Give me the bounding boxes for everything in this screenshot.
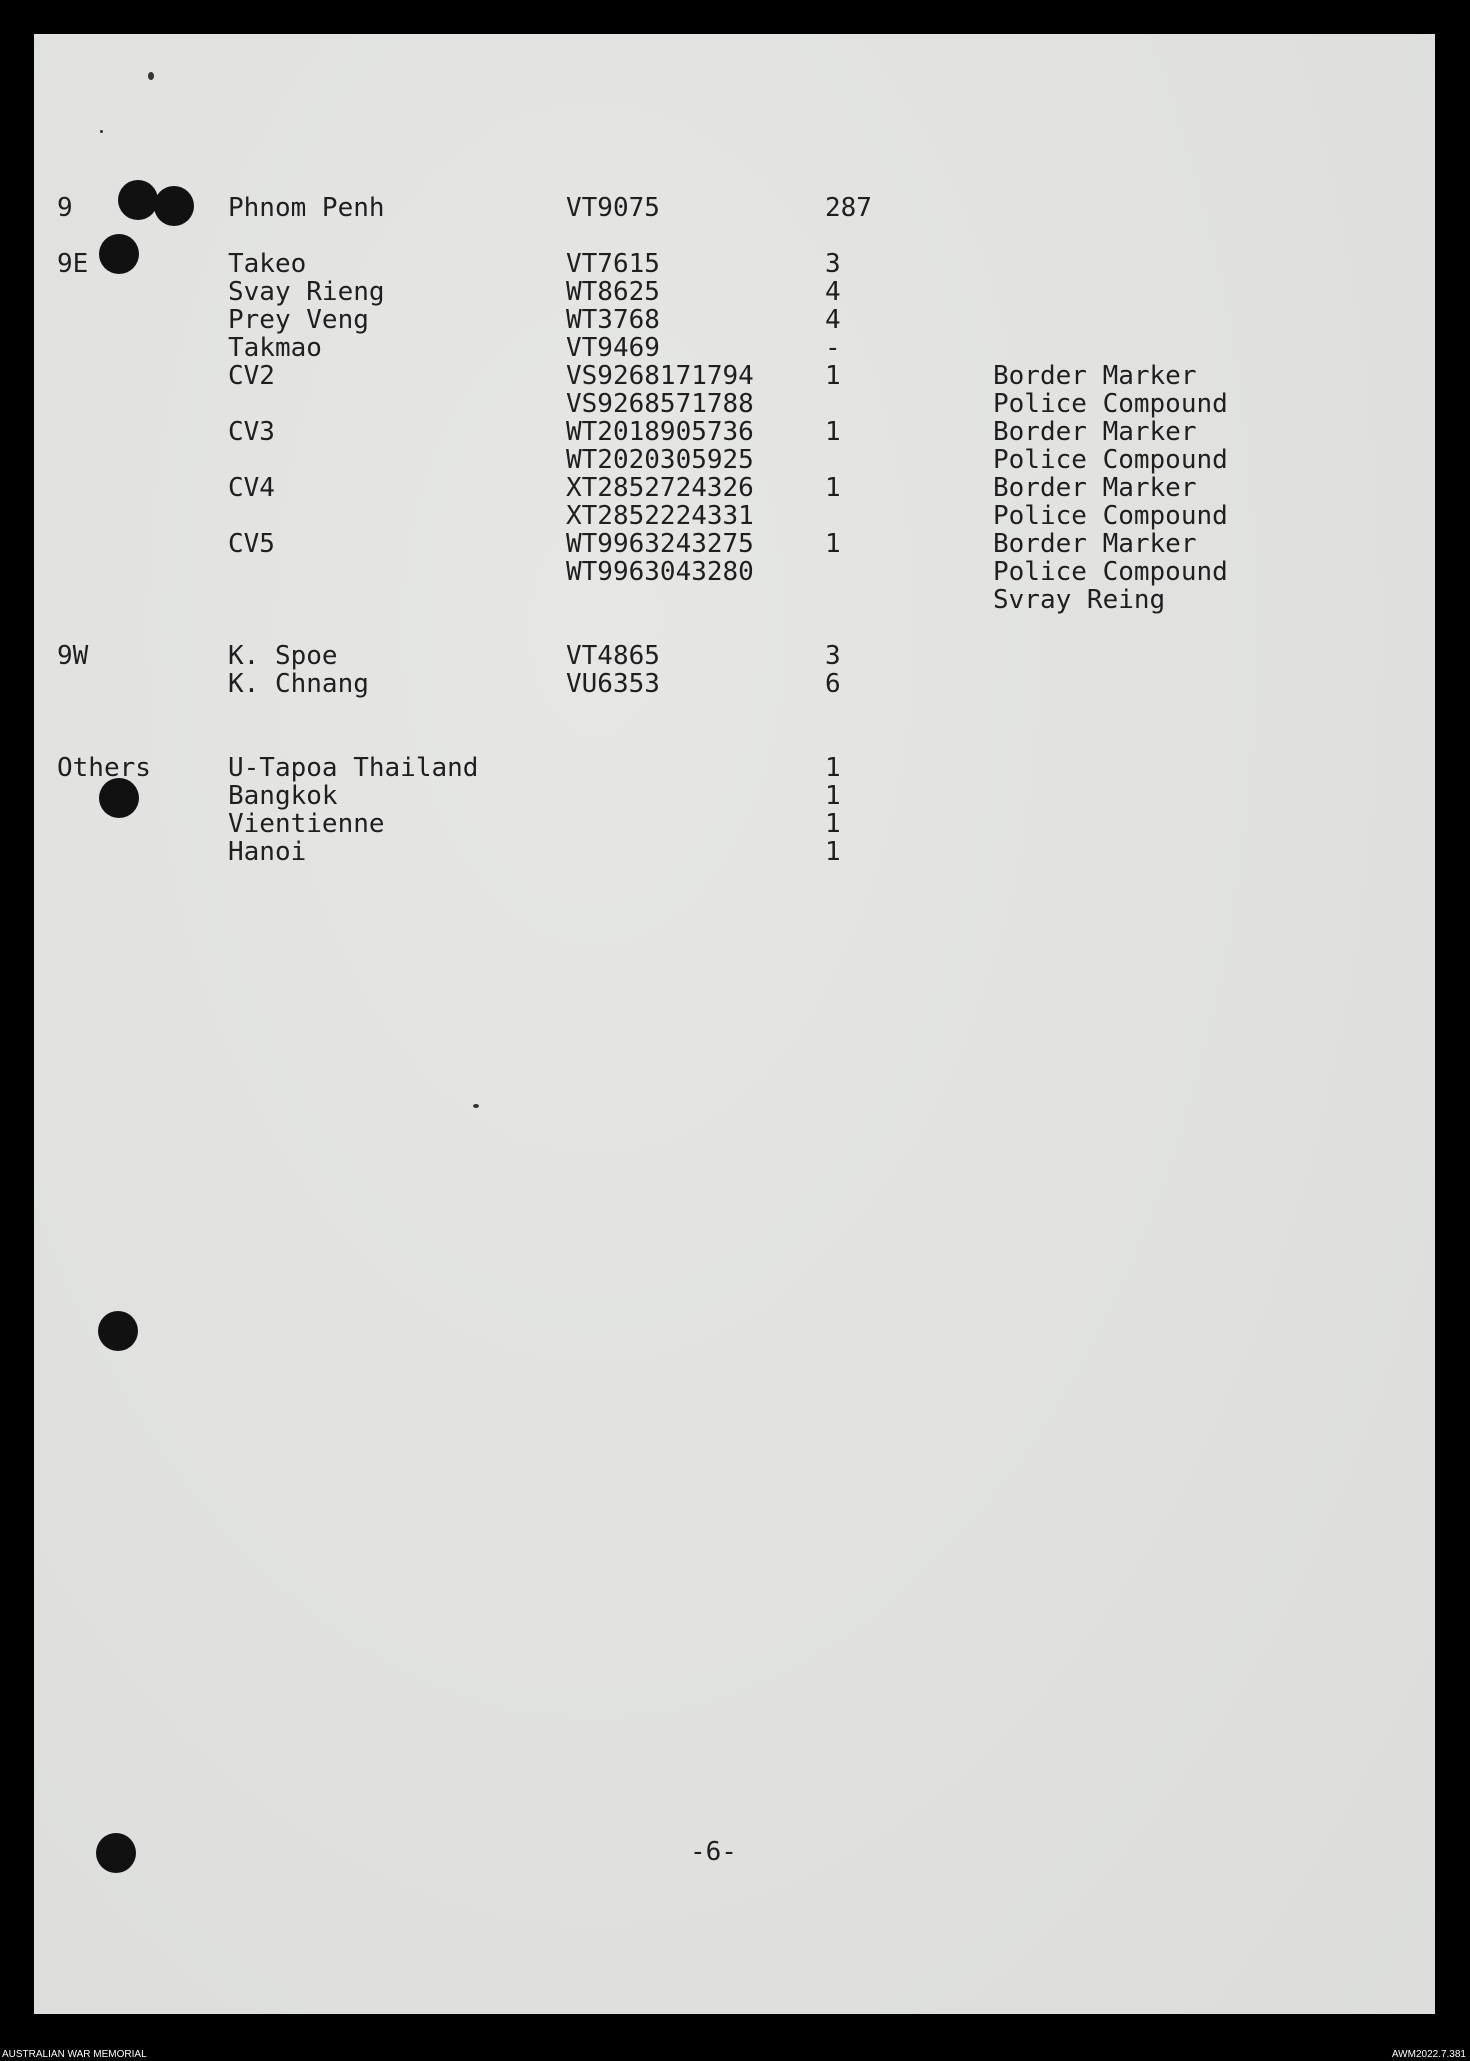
row-grid-reference: WT8625 <box>566 277 660 307</box>
row-count: 3 <box>825 249 841 279</box>
archive-credit: AUSTRALIAN WAR MEMORIAL <box>2 2049 147 2060</box>
row-grid-reference: WT2018905736 <box>566 417 754 447</box>
row-grid-reference: WT9963043280 <box>566 557 754 587</box>
row-grid-reference: VT7615 <box>566 249 660 279</box>
row-count: 1 <box>825 473 841 503</box>
row-note: Border Marker <box>993 473 1197 503</box>
row-count: 4 <box>825 305 841 335</box>
row-count: 6 <box>825 669 841 699</box>
row-grid-reference: XT2852224331 <box>566 501 754 531</box>
row-place: CV4 <box>228 473 275 503</box>
row-place: K. Chnang <box>228 669 369 699</box>
row-grid-reference: VT4865 <box>566 641 660 671</box>
page-number: -6- <box>690 1837 737 1867</box>
row-count: 1 <box>825 781 841 811</box>
row-place: Vientienne <box>228 809 385 839</box>
row-note: Svray Reing <box>993 585 1166 615</box>
row-note: Police Compound <box>993 557 1228 587</box>
row-grid-reference: VT9075 <box>566 193 660 223</box>
row-count: 3 <box>825 641 841 671</box>
row-count: 1 <box>825 417 841 447</box>
row-place: CV3 <box>228 417 275 447</box>
row-place: Svay Rieng <box>228 277 385 307</box>
row-region: 9 <box>57 193 73 223</box>
row-grid-reference: XT2852724326 <box>566 473 754 503</box>
row-place: Phnom Penh <box>228 193 385 223</box>
row-place: Hanoi <box>228 837 307 867</box>
row-count: 4 <box>825 277 841 307</box>
row-count: 1 <box>825 529 841 559</box>
row-region: 9E <box>57 249 89 279</box>
row-region: Others <box>57 753 151 783</box>
row-note: Border Marker <box>993 529 1197 559</box>
archive-reference: AWM2022.7.381 <box>1391 2049 1466 2060</box>
row-place: Bangkok <box>228 781 338 811</box>
row-place: U-Tapoa Thailand <box>228 753 479 783</box>
row-count: 1 <box>825 753 841 783</box>
row-place: Takmao <box>228 333 322 363</box>
row-count: 1 <box>825 837 841 867</box>
row-grid-reference: WT3768 <box>566 305 660 335</box>
row-grid-reference: WT2020305925 <box>566 445 754 475</box>
row-note: Police Compound <box>993 445 1228 475</box>
row-place: Prey Veng <box>228 305 369 335</box>
row-place: Takeo <box>228 249 307 279</box>
row-grid-reference: VT9469 <box>566 333 660 363</box>
row-count: - <box>825 333 841 363</box>
row-note: Border Marker <box>993 417 1197 447</box>
row-place: K. Spoe <box>228 641 338 671</box>
row-region: 9W <box>57 641 89 671</box>
row-grid-reference: VS9268571788 <box>566 389 754 419</box>
row-count: 1 <box>825 361 841 391</box>
row-grid-reference: VS9268171794 <box>566 361 754 391</box>
row-note: Border Marker <box>993 361 1197 391</box>
row-note: Police Compound <box>993 389 1228 419</box>
row-grid-reference: VU6353 <box>566 669 660 699</box>
row-note: Police Compound <box>993 501 1228 531</box>
row-count: 287 <box>825 193 872 223</box>
row-count: 1 <box>825 809 841 839</box>
row-grid-reference: WT9963243275 <box>566 529 754 559</box>
row-place: CV5 <box>228 529 275 559</box>
row-place: CV2 <box>228 361 275 391</box>
